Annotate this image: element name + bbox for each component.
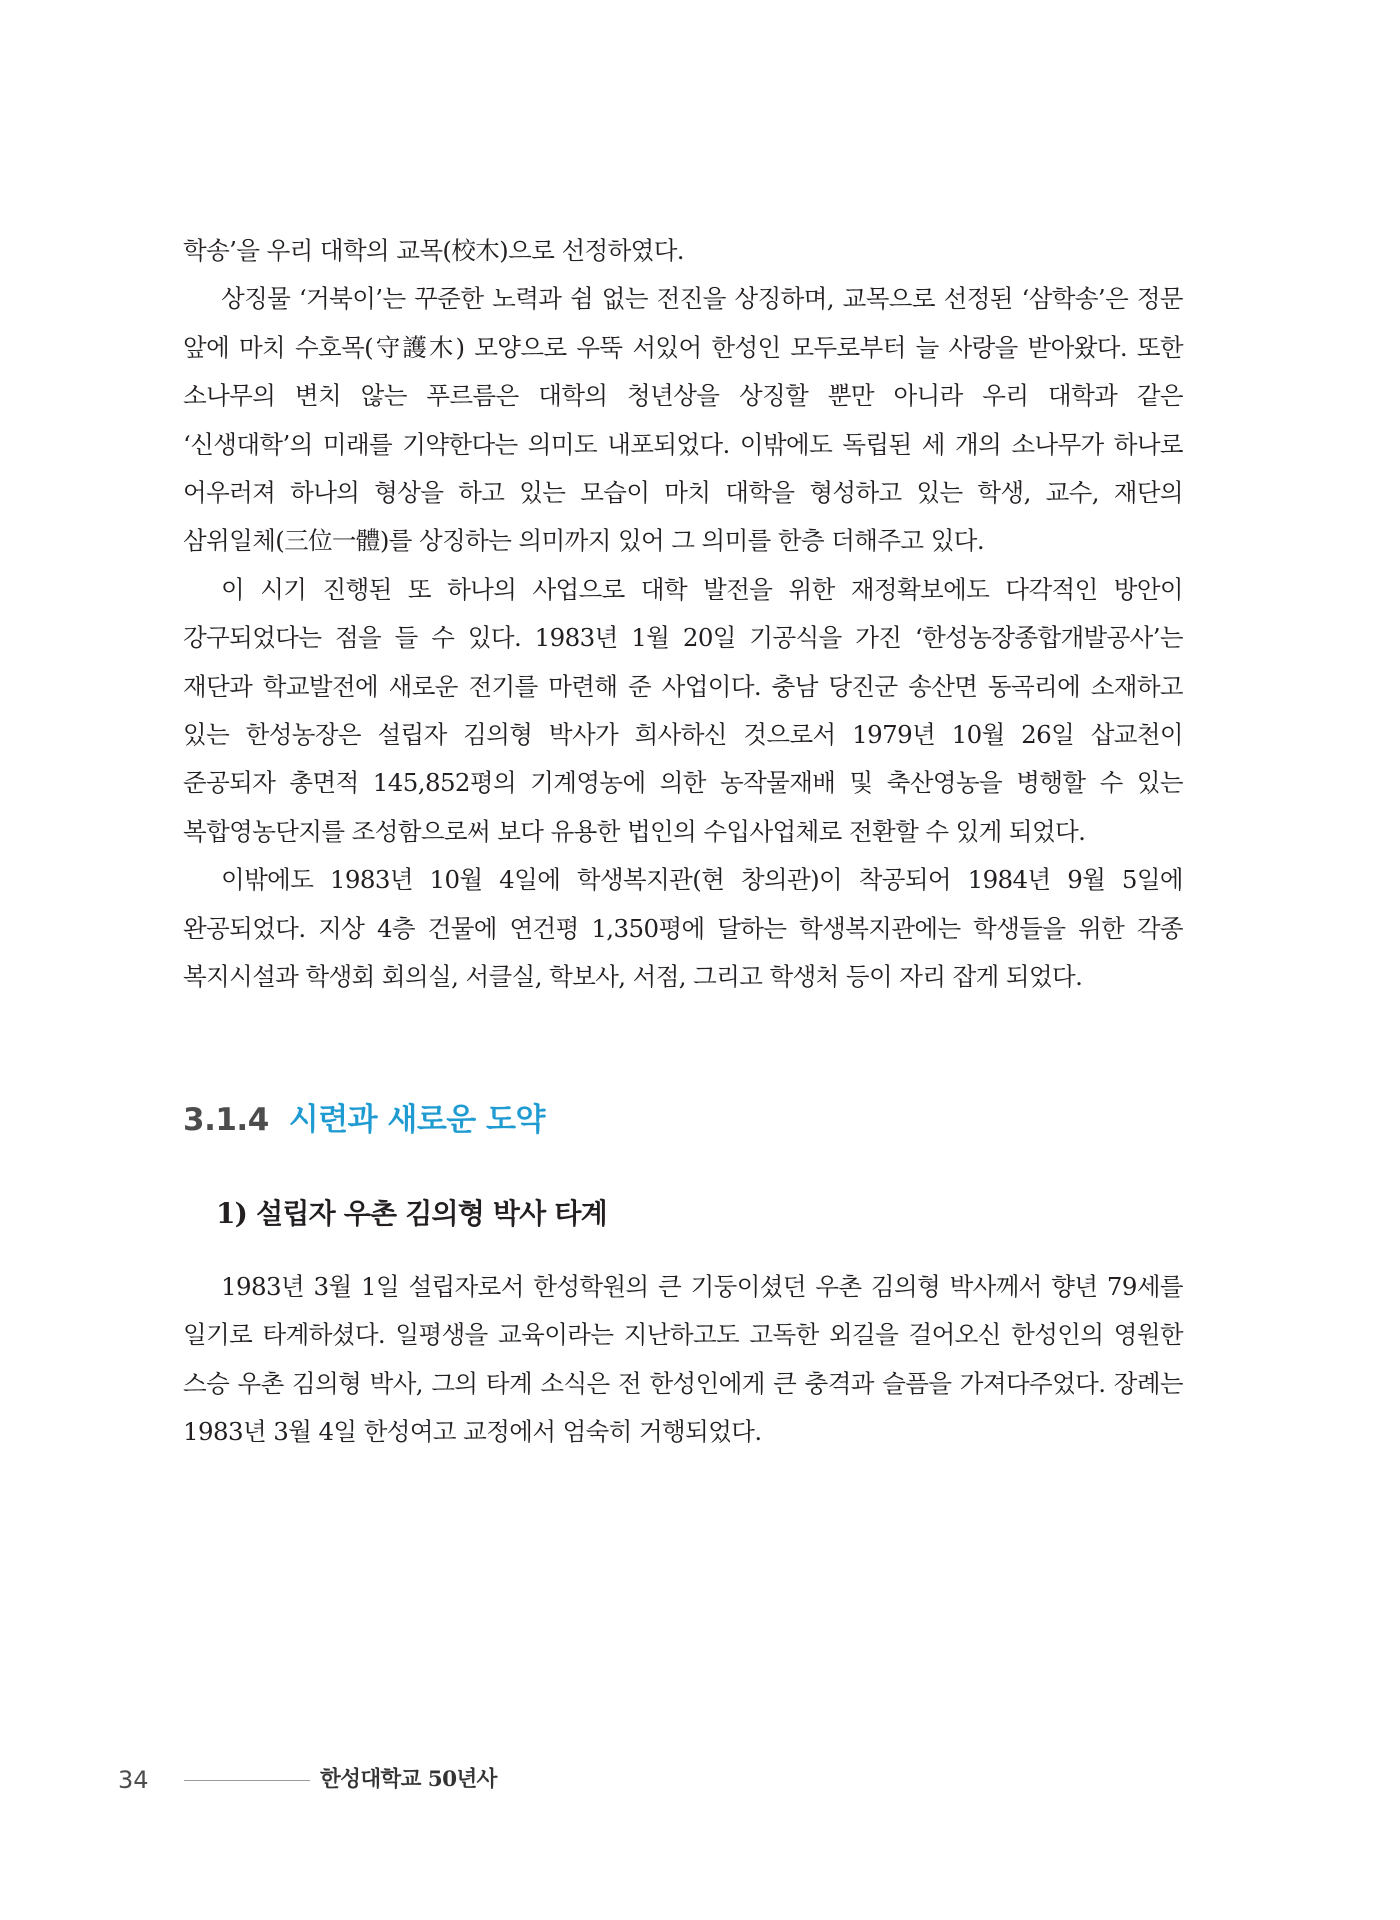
paragraph-farm-project: 이 시기 진행된 또 하나의 사업으로 대학 발전을 위한 재정확보에도 다각적인 방안이 강구되었다는 점을 들 수 있다. 1983년 1월 20일 기공식을 가진 ‘한성농장종합개발공사’는 재단과 학교발전에 새로운 전기를 마련해 준 사업이다. 충남 당진군 송산면 동곡리에 소재하고 있는 한성농장은 설립자 김의형 박사가 희사하신 것으로서 1979년 10월 26일 삽교천이 준공되자 총면적 145,852평의 기계영농에 의한 농작물재배 및 축산영농을 병행할 수 있는 복합영농단지를 조성함으로써 보다 유용한 법인의 수입사업체로 전환할 수 있게 되었다.: [183, 574, 1183, 846]
paragraph-continuation: 학송’을 우리 대학의 교목(校木)으로 선정하였다.: [183, 236, 684, 265]
page-footer: [0, 1760, 1400, 1800]
page-number: 34: [118, 1766, 149, 1794]
paragraph-symbols: 상징물 ‘거북이’는 꾸준한 노력과 쉼 없는 전진을 상징하며, 교목으로 선정된 ‘삼학송’은 정문 앞에 마치 수호목(守護木) 모양으로 우뚝 서있어 한성인 모두로부터 늘 사랑을 받아왔다. 또한 소나무의 변치 않는 푸르름은 대학의 청년상을 상징할 뿐만 아니라 우리 대학과 같은 ‘신생대학’의 미래를 기약한다는 의미도 내포되었다. 이밖에도 독립된 세 개의 소나무가 하나로 어우러져 하나의 형상을 하고 있는 모습이 마치 대학을 형성하고 있는 학생, 교수, 재단의 삼위일체(三位一體)를 상징하는 의미까지 있어 그 의미를 한층 더해주고 있다.: [183, 284, 1183, 556]
paragraph-student-hall: 이밖에도 1983년 10월 4일에 학생복지관(현 창의관)이 착공되어 1984년 9월 5일에 완공되었다. 지상 4층 건물에 연건평 1,350평에 달하는 학생복지관에는 학생들을 위한 각종 복지시설과 학생회 회의실, 서클실, 학보사, 서점, 그리고 학생처 등이 자리 잡게 되었다.: [183, 865, 1183, 992]
subsection-heading: 1) 설립자 우촌 김의형 박사 타계: [216, 1197, 607, 1230]
section-heading: [183, 1100, 545, 1140]
paragraph-founder-death: 1983년 3월 1일 설립자로서 한성학원의 큰 기둥이셨던 우촌 김의형 박사께서 향년 79세를 일기로 타계하셨다. 일평생을 교육이라는 지난하고도 고독한 외길을 걸어오신 한성인의 영원한 스승 우촌 김의형 박사, 그의 타계 소식은 전 한성인에게 큰 충격과 슬픔을 가져다주었다. 장례는 1983년 3월 4일 한성여고 교정에서 엄숙히 거행되었다.: [183, 1272, 1183, 1447]
book-title: 한성대학교 50년사: [320, 1767, 497, 1792]
footer-divider: [184, 1780, 310, 1781]
body-text-block: [183, 227, 1183, 1002]
subsection-body: [183, 1263, 1183, 1457]
section-number: 3.1.4: [183, 1102, 269, 1138]
section-title: 시련과 새로운 도약: [288, 1102, 545, 1138]
